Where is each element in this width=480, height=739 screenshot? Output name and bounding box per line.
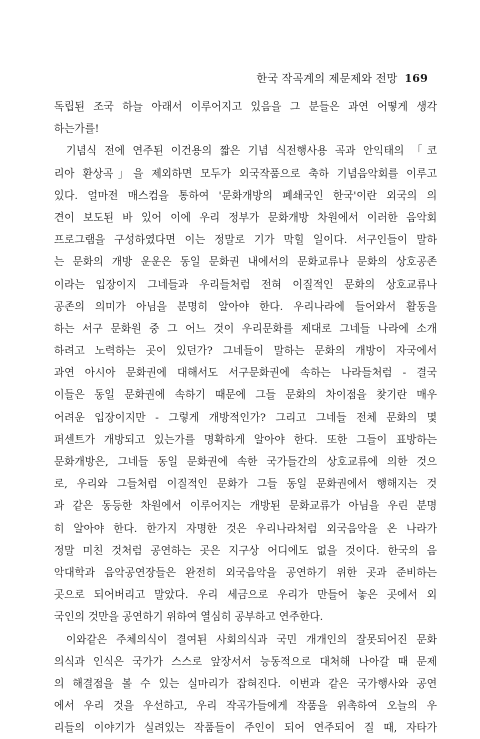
text-line: 하려고 노력하는 곳이 있던가? 그네들이 말하는 문화의 개방이 자국에서 [54,345,437,358]
text-line: 공존의 의미가 아님을 분명히 알아야 한다. 우리나라에 들어와서 활동을 [54,300,437,313]
text-line: 있다. 얼마전 매스컴을 통하여 '문화개방의 폐쇄국인 한국'이란 외국의 의 [54,189,437,202]
text-line: 하는가를! [54,123,100,136]
text-line: 과 같은 동등한 차원에서 이루어지는 개방된 문화교류가 아님을 우린 분명 [54,500,437,513]
text-line: 로, 우리와 그들처럼 이질적인 문화가 그들 동일 문화권에서 행해지는 것 [54,478,437,491]
text-line: 리아 환상곡」을 제외하면 모두가 외국작품으로 축하 기념음악회를 이루고 [54,167,437,180]
text-line: 프로그램을 구성하였다면 이는 정말로 기가 막힐 일이다. 서구인들이 말하 [54,234,437,247]
text-line: 견이 보도된 바 있어 이에 우리 정부가 문화개방 차원에서 이러한 음악회 [54,211,437,224]
body-text [54,96,437,739]
text-line: 어려운 입장이지만 - 그렇게 개방적인가? 그리고 그네들 전체 문화의 몇 [54,411,437,424]
text-line: 하는 서구 문화원 중 그 어느 것이 우리문화를 제대로 그네들 나라에 소개 [54,322,437,335]
text-line: 퍼센트가 개방되고 있는가를 명확하게 알아야 한다. 또한 그들이 표방하는 [54,433,437,446]
text-line: 과연 아시아 문화권에 대해서도 서구문화권에 속하는 나라들처럼 - 결국 [54,367,437,380]
text-line: 이와같은 주체의식이 결여된 사회의식과 국민 개개인의 잘못되어진 문화 [66,633,437,646]
text-line: 문화개방은, 그네들 동일 문화권에 속한 국가들간의 상호교류에 의한 것으 [54,456,437,468]
text-line: 이라는 입장이지 그네들과 우리들처럼 전혀 이질적인 문화의 상호교류나 [54,278,437,291]
text-line: 리들의 이야기가 실려있는 작품들이 주인이 되어 연주되어 질 때, 자타가 [54,722,437,735]
page-number: 169 [404,72,428,85]
text-line: 에서 우리 것을 우선하고, 우리 작곡가들에게 작품을 위촉하여 오늘의 우 [54,700,437,713]
text-line: 의식과 인식은 국가가 스스로 앞장서서 능동적으로 대처해 나아갈 때 문제 [54,655,437,668]
text-line: 히 알아야 한다. 한가지 자명한 것은 우리나라처럼 외국음악을 온 나라가 [54,522,437,535]
text-line: 기념식 전에 연주된 이건용의 짧은 기념 식전행사용 곡과 안익태의 「코 [66,145,437,158]
text-line: 국인의 것만을 공연하기 위하여 열심히 공부하고 연주한다. [54,611,324,624]
text-line: 독립된 조국 하늘 아래서 이루어지고 있음을 그 분들은 과연 어떻게 생각 [54,101,437,113]
text-line: 곳으로 되어버리고 말았다. 우리 세금으로 우리가 만들어 놓은 곳에서 외 [54,589,437,602]
running-header [256,70,428,86]
text-line: 이들은 동일 문화권에 속하기 때문에 그들 문화의 차이점을 찾기란 매우 [54,389,437,402]
text-line: 악대학과 음악공연장들은 완전히 외국음악을 공연하기 위한 곳과 준비하는 [54,566,437,579]
text-line: 정말 미친 것처럼 공연하는 곳은 지구상 어디에도 없을 것이다. 한국의 음 [54,544,437,557]
chapter-title: 한국 작곡계의 제문제와 전망 [256,72,398,85]
text-line: 는 문화의 개방 운운은 동일 문화권 내에서의 문화교류나 문화의 상호공존 [54,256,437,269]
text-line: 의 해결점을 볼 수 있는 실마리가 잡혀진다. 이번과 같은 국가행사와 공연 [54,677,437,690]
